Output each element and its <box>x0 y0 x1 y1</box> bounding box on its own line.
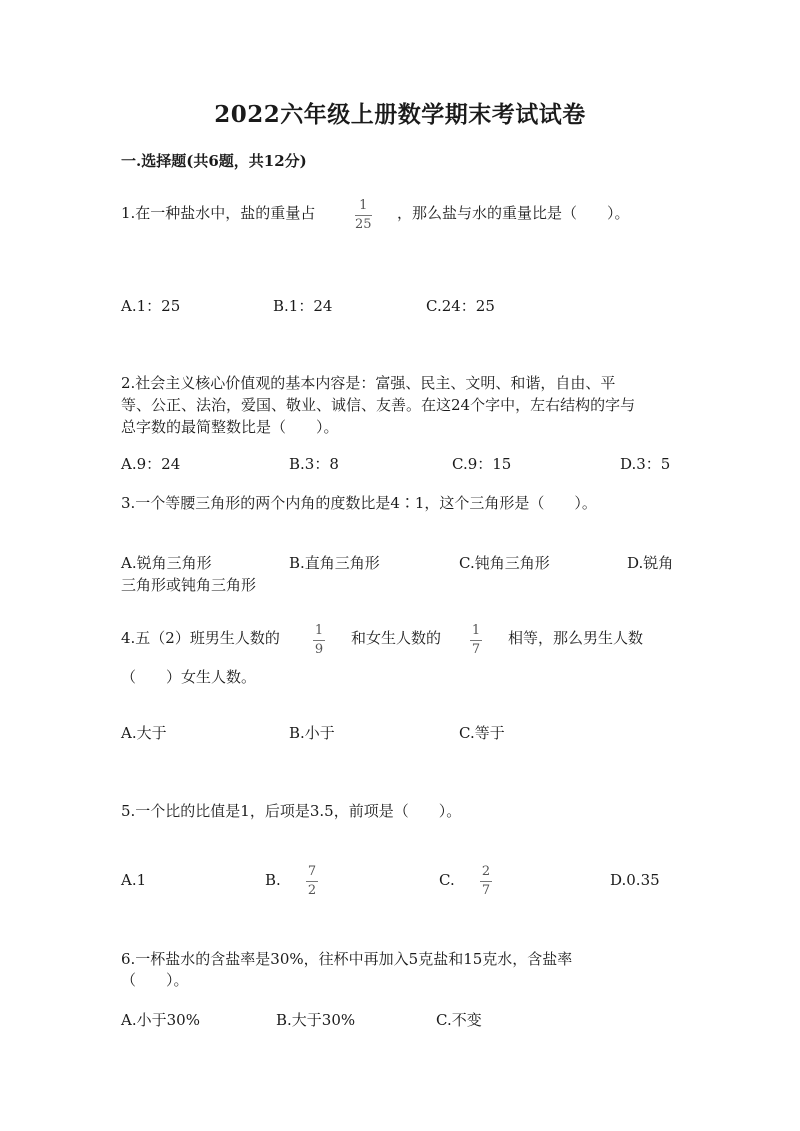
question-6-option-b: B.大于30% <box>276 1011 356 1029</box>
question-6-option-c: C.不变 <box>436 1011 482 1029</box>
fraction-numerator: 1 <box>314 623 324 638</box>
question-2-option-b: B.3：8 <box>289 455 339 473</box>
question-4-option-b: B.小于 <box>289 724 335 742</box>
question-4-fraction-2 <box>470 624 482 657</box>
fraction-numerator: 1 <box>471 623 481 638</box>
question-5-option-b: B. <box>265 871 281 889</box>
question-5-option-c-fraction <box>480 865 492 898</box>
question-3-option-b: B.直角三角形 <box>289 554 380 572</box>
question-4-text-mid: 和女生人数的 <box>351 629 442 647</box>
question-1-text-post: ，那么盐与水的重量比是（ ）。 <box>397 204 630 222</box>
fraction-bar <box>470 640 482 641</box>
question-2-line-3: 总字数的最简整数比是（ ）。 <box>121 418 339 436</box>
question-2-option-a: A.9：24 <box>121 455 181 473</box>
fraction-numerator: 2 <box>481 864 491 879</box>
fraction-numerator: 1 <box>359 198 368 213</box>
question-6-option-a: A.小于30% <box>121 1011 200 1029</box>
fraction-denominator: 9 <box>314 642 324 657</box>
question-2-option-d: D.3：5 <box>620 455 671 473</box>
fraction-denominator: 7 <box>471 642 481 657</box>
fraction-numerator: 7 <box>307 864 317 879</box>
question-4-text-pre: 4.五（2）班男生人数的 <box>121 629 280 647</box>
question-3-option-d-wrap: 三角形或钝角三角形 <box>121 576 257 594</box>
question-1-text-pre: 1.在一种盐水中，盐的重量占 <box>121 204 316 222</box>
question-3-option-c: C.钝角三角形 <box>459 554 550 572</box>
question-3-text: 3.一个等腰三角形的两个内角的度数比是4∶1，这个三角形是（ ）。 <box>121 494 597 512</box>
question-5-option-c: C. <box>439 871 455 889</box>
section-heading: 一.选择题(共6题，共12分) <box>121 152 307 170</box>
question-4-option-a: A.大于 <box>121 724 167 742</box>
question-5-option-d: D.0.35 <box>610 871 660 889</box>
question-4-line-2: （ ）女生人数。 <box>121 668 257 686</box>
fraction-denominator: 25 <box>355 217 372 232</box>
question-4-text-post: 相等，那么男生人数 <box>508 629 644 647</box>
question-2-line-2: 等、公正、法治，爱国、敬业、诚信、友善。在这24个字中，左右结构的字与 <box>121 396 636 414</box>
question-1-fraction <box>355 199 372 232</box>
question-6-line-2: （ ）。 <box>121 971 189 989</box>
page-title: 2022六年级上册数学期末考试试卷 <box>214 101 586 128</box>
fraction-bar <box>355 215 372 216</box>
fraction-denominator: 7 <box>481 883 491 898</box>
question-1-option-a: A.1：25 <box>121 297 181 315</box>
question-3-option-d: D.锐角 <box>627 554 674 572</box>
question-4-fraction-1 <box>313 624 325 657</box>
question-4-option-c: C.等于 <box>459 724 505 742</box>
question-3-option-a: A.锐角三角形 <box>121 554 212 572</box>
question-2-option-c: C.9：15 <box>452 455 512 473</box>
question-1-option-c: C.24：25 <box>426 297 495 315</box>
question-2-line-1: 2.社会主义核心价值观的基本内容是：富强、民主、文明、和谐，自由、平 <box>121 374 616 392</box>
question-5-option-b-fraction <box>306 865 318 898</box>
fraction-denominator: 2 <box>307 883 317 898</box>
question-5-text: 5.一个比的比值是1，后项是3.5，前项是（ ）。 <box>121 802 462 820</box>
fraction-bar <box>313 640 325 641</box>
question-5-option-a: A.1 <box>121 871 147 889</box>
question-1-option-b: B.1：24 <box>273 297 333 315</box>
fraction-bar <box>306 881 318 882</box>
fraction-bar <box>480 881 492 882</box>
question-6-text: 6.一杯盐水的含盐率是30%，往杯中再加入5克盐和15克水，含盐率 <box>121 950 573 968</box>
